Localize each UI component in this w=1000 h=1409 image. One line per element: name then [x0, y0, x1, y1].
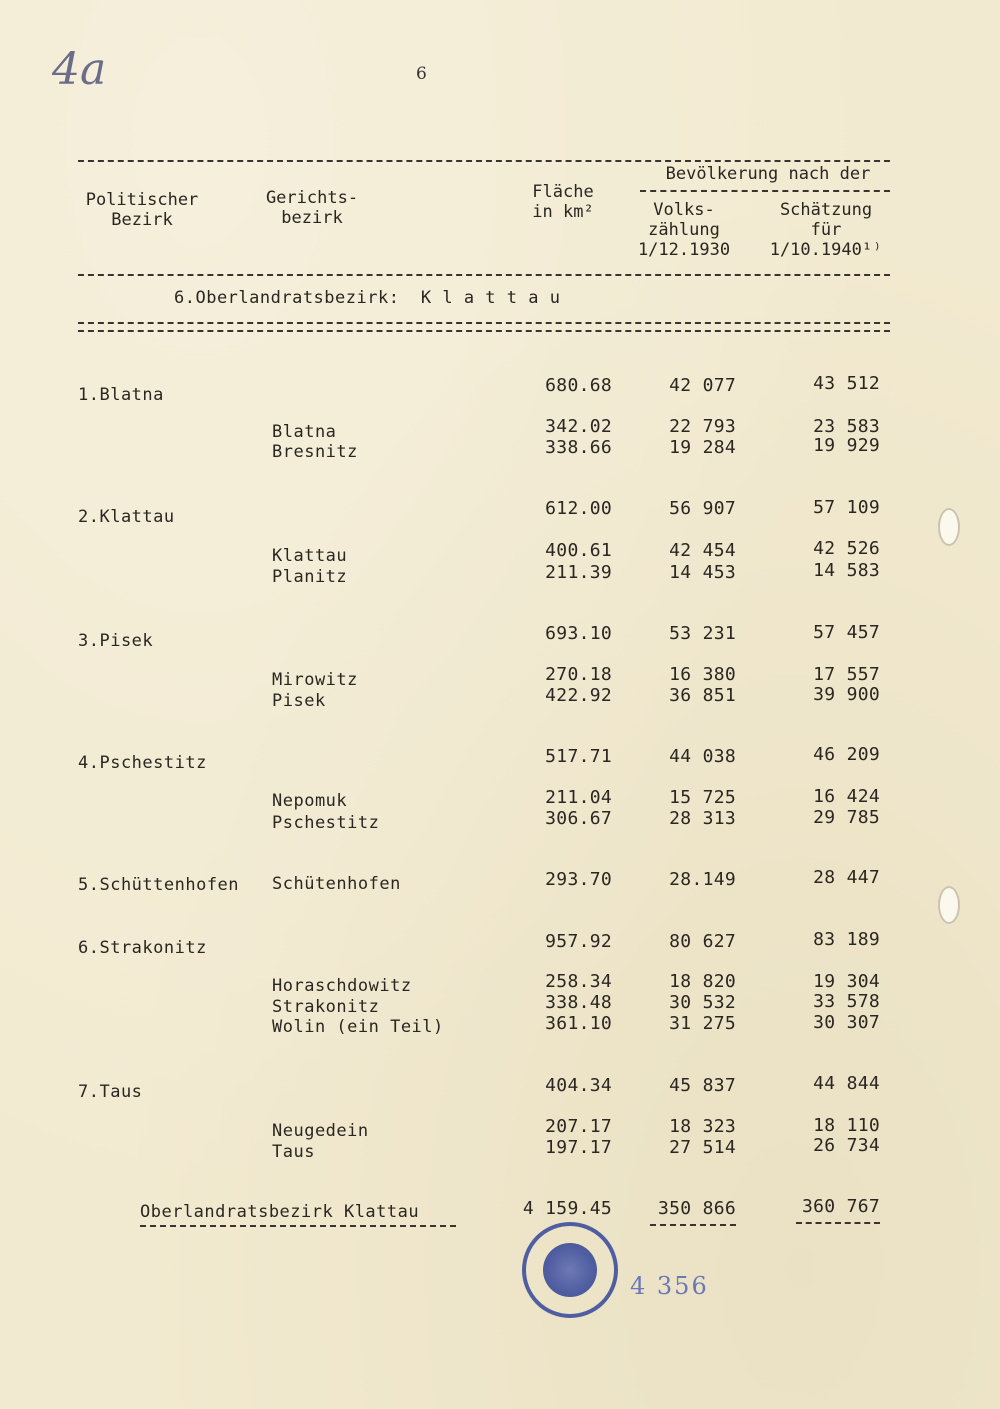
- census-value: 18 323: [669, 1116, 736, 1137]
- district-name: 2.Klattau: [78, 507, 175, 527]
- header-population-rule: [640, 190, 890, 192]
- district-name: 6.Strakonitz: [78, 938, 207, 958]
- estimate-value: 43 512: [813, 373, 880, 394]
- area-value: 680.68: [545, 375, 612, 396]
- area-value: 612.00: [545, 498, 612, 519]
- stamp-number: 4 356: [630, 1272, 709, 1300]
- estimate-value: 29 785: [813, 807, 880, 828]
- estimate-value: 44 844: [813, 1073, 880, 1094]
- court-name: Klattau: [272, 546, 348, 566]
- page-number: 6: [416, 64, 427, 84]
- estimate-value: 19 304: [813, 971, 880, 992]
- area-value: 422.92: [545, 685, 612, 706]
- area-value: 338.48: [545, 992, 612, 1013]
- census-value: 14 453: [669, 562, 736, 583]
- census-value: 27 514: [669, 1137, 736, 1158]
- header-top-rule: [78, 160, 890, 162]
- total-census-rule: [650, 1224, 736, 1226]
- census-value: 30 532: [669, 992, 736, 1013]
- section-rule-2: [78, 330, 890, 332]
- census-value: 36 851: [669, 685, 736, 706]
- area-value: 207.17: [545, 1116, 612, 1137]
- punch-hole: [938, 886, 960, 924]
- court-name: Taus: [272, 1142, 315, 1162]
- census-value: 22 793: [669, 416, 736, 437]
- section-rule-1: [78, 322, 890, 324]
- estimate-value: 16 424: [813, 786, 880, 807]
- total-estimate: 360 767: [802, 1196, 880, 1217]
- estimate-value: 57 457: [813, 622, 880, 643]
- area-value: 306.67: [545, 808, 612, 829]
- area-value: 258.34: [545, 971, 612, 992]
- area-value: 404.34: [545, 1075, 612, 1096]
- census-value: 15 725: [669, 787, 736, 808]
- header-political-district: Politischer Bezirk: [85, 190, 199, 230]
- punch-hole: [938, 508, 960, 546]
- total-label: Oberlandratsbezirk Klattau: [140, 1202, 420, 1222]
- court-name: Bresnitz: [272, 442, 358, 462]
- estimate-value: 14 583: [813, 560, 880, 581]
- header-court-district: Gerichts- bezirk: [265, 188, 359, 228]
- estimate-value: 83 189: [813, 929, 880, 950]
- district-name: 7.Taus: [78, 1082, 143, 1102]
- estimate-value: 42 526: [813, 538, 880, 559]
- court-name: Strakonitz: [272, 997, 380, 1017]
- estimate-value: 39 900: [813, 684, 880, 705]
- estimate-value: 30 307: [813, 1012, 880, 1033]
- area-value: 361.10: [545, 1013, 612, 1034]
- census-value: 16 380: [669, 664, 736, 685]
- area-value: 957.92: [545, 931, 612, 952]
- header-census: Volks- zählung 1/12.1930: [637, 200, 731, 260]
- header-bottom-rule: [78, 274, 890, 276]
- archive-stamp: [522, 1222, 618, 1318]
- census-value: 28.149: [669, 869, 736, 890]
- district-name: 5.Schüttenhofen: [78, 875, 240, 895]
- estimate-value: 17 557: [813, 664, 880, 685]
- area-value: 693.10: [545, 623, 612, 644]
- census-value: 80 627: [669, 931, 736, 952]
- area-value: 270.18: [545, 664, 612, 685]
- census-value: 44 038: [669, 746, 736, 767]
- court-name: Wolin (ein Teil): [272, 1017, 444, 1037]
- estimate-value: 18 110: [813, 1115, 880, 1136]
- estimate-value: 28 447: [813, 867, 880, 888]
- court-name: Neugedein: [272, 1121, 369, 1141]
- total-area: 4 159.45: [522, 1198, 612, 1219]
- estimate-value: 33 578: [813, 991, 880, 1012]
- area-value: 293.70: [545, 869, 612, 890]
- total-estimate-rule: [796, 1222, 880, 1224]
- header-area: Fläche in km²: [532, 182, 594, 222]
- court-name: Pisek: [272, 691, 326, 711]
- census-value: 28 313: [669, 808, 736, 829]
- court-name: Schütenhofen: [272, 874, 401, 894]
- total-label-rule: [140, 1225, 456, 1227]
- estimate-value: 26 734: [813, 1135, 880, 1156]
- census-value: 19 284: [669, 437, 736, 458]
- estimate-value: 46 209: [813, 744, 880, 765]
- court-name: Pschestitz: [272, 813, 380, 833]
- estimate-value: 19 929: [813, 435, 880, 456]
- total-census: 350 866: [658, 1198, 736, 1219]
- census-value: 45 837: [669, 1075, 736, 1096]
- area-value: 400.61: [545, 540, 612, 561]
- area-value: 342.02: [545, 416, 612, 437]
- court-name: Horaschdowitz: [272, 976, 412, 996]
- district-name: 1.Blatna: [78, 385, 164, 405]
- court-name: Mirowitz: [272, 670, 358, 690]
- area-value: 517.71: [545, 746, 612, 767]
- census-value: 18 820: [669, 971, 736, 992]
- handwritten-mark: 4a: [52, 44, 107, 95]
- section-title: 6.Oberlandratsbezirk: K l a t t a u: [174, 288, 561, 308]
- census-value: 42 077: [669, 375, 736, 396]
- estimate-value: 23 583: [813, 416, 880, 437]
- census-value: 31 275: [669, 1013, 736, 1034]
- stamp-emblem: [543, 1243, 597, 1297]
- area-value: 211.39: [545, 562, 612, 583]
- area-value: 197.17: [545, 1137, 612, 1158]
- area-value: 338.66: [545, 437, 612, 458]
- header-population: Bevölkerung nach der: [665, 164, 871, 184]
- court-name: Nepomuk: [272, 791, 348, 811]
- census-value: 56 907: [669, 498, 736, 519]
- census-value: 42 454: [669, 540, 736, 561]
- census-value: 53 231: [669, 623, 736, 644]
- district-name: 3.Pisek: [78, 631, 154, 651]
- header-estimate: Schätzung für 1/10.1940¹⁾: [769, 200, 883, 260]
- area-value: 211.04: [545, 787, 612, 808]
- court-name: Blatna: [272, 422, 337, 442]
- court-name: Planitz: [272, 567, 348, 587]
- district-name: 4.Pschestitz: [78, 753, 207, 773]
- estimate-value: 57 109: [813, 497, 880, 518]
